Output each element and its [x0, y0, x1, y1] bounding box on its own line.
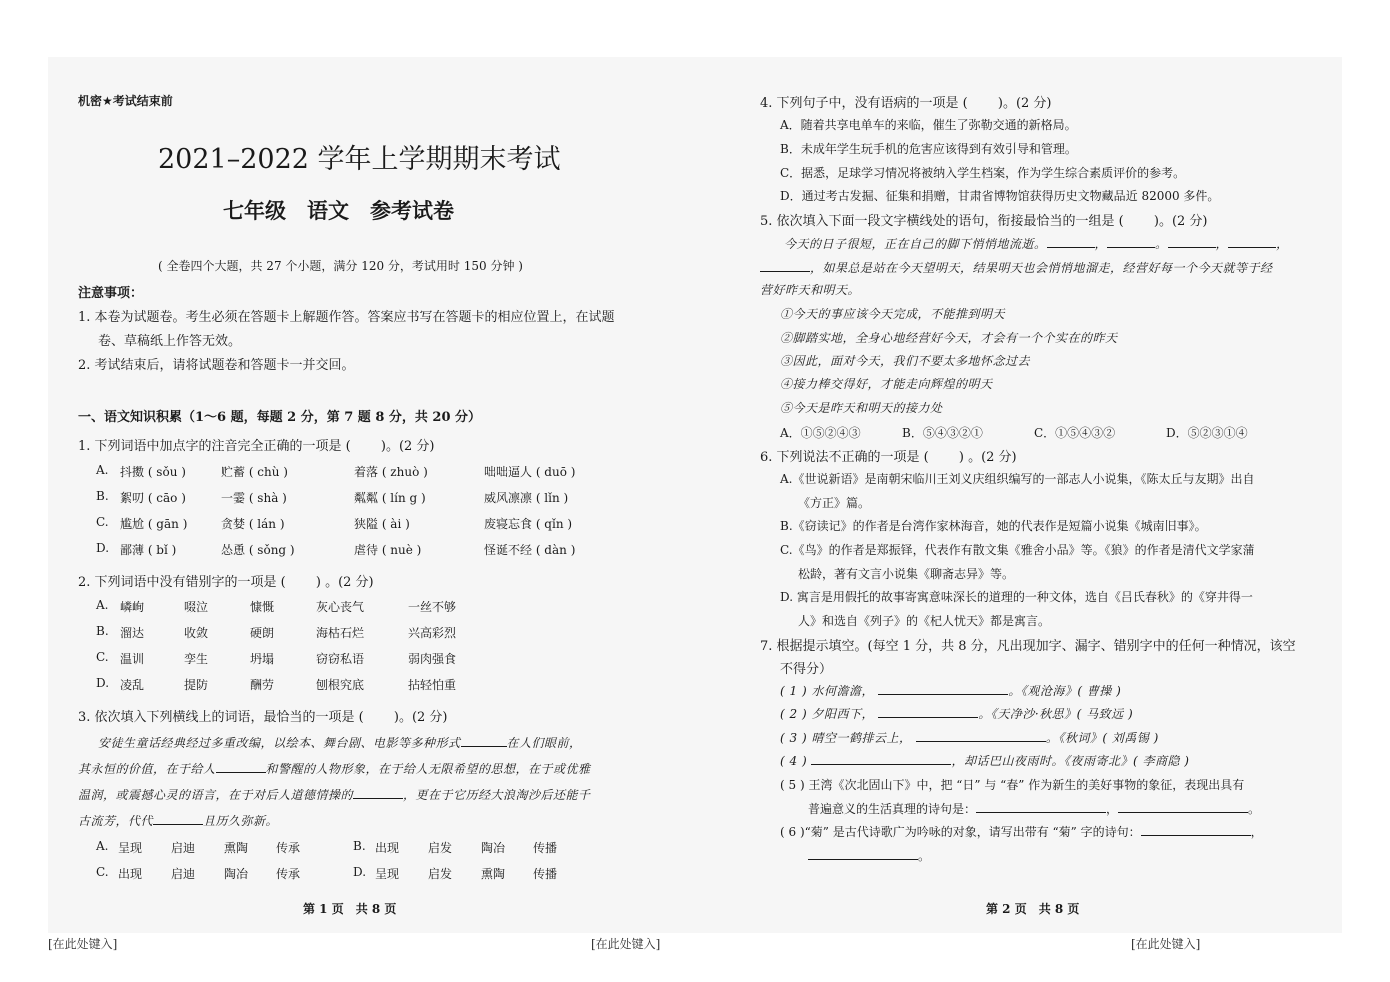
q6-option-c: C.《鸟》的作者是郑振铎，代表作有散文集《雅舍小品》等。《狼》的作者是清代文学家蒲 — [780, 543, 1255, 557]
q5-passage-line-2: ，如果总是站在今天望明天，结果明天也会悄悄地溜走，经营好每一个今天就等于经 — [760, 259, 1273, 276]
q5-sentence-2: ②脚踏实地，全身心地经营好今天，才会有一个个实在的昨天 — [780, 331, 1118, 345]
q6-stem: 6. 下列说法不正确的一项是 ( ) 。(2 分) — [760, 450, 1017, 465]
q5-sentence-1: ①今天的事应该今天完成，不能推到明天 — [780, 307, 1006, 321]
q7-item-2: ( 2 ) 夕阳西下， 。《天净沙·秋思》( 马致远 ) — [780, 707, 1134, 721]
q3-passage-line-3: 温润，或震撼心灵的语言，在于对后人道德情操的 ，更在于它历经大浪淘沙后还能千 — [78, 788, 591, 802]
q7-stem: 7. 根据提示填空。(每空 1 分，共 8 分，凡出现加字、漏字、错别字中的任何一种情况，该空 — [760, 639, 1296, 654]
notice-item-1-cont: 卷、草稿纸上作答无效。 — [98, 334, 242, 349]
q6-option-b: B.《窃读记》的作者是台湾作家林海音，她的代表作是短篇小说集《城南旧事》。 — [780, 519, 1207, 533]
notice-heading: 注意事项： — [78, 286, 144, 301]
q6-option-c-cont: 松龄，著有文言小说集《聊斋志异》等。 — [798, 567, 1015, 581]
q5-sentence-4: ④接力棒交得好，才能走向辉煌的明天 — [780, 377, 993, 391]
exam-title: 2021–2022 学年上学期期末考试 — [158, 144, 561, 175]
q2-stem: 2. 下列词语中没有错别字的一项是 ( ) 。(2 分) — [78, 575, 374, 590]
q6-option-d-cont: 人》和选自《列子》的《杞人忧天》都是寓言。 — [798, 614, 1051, 628]
q4-option-d: D．通过考古发掘、征集和捐赠，甘肃省博物馆获得历史文物藏品近 82000 多件。 — [780, 189, 1220, 203]
footer-right-placeholder[interactable]: [在此处键入] — [1131, 937, 1201, 951]
confidential-mark: 机密★考试结束前 — [78, 94, 173, 108]
page-number-2: 第 2 页 共 8 页 — [986, 902, 1080, 916]
q4-option-c: C．据悉，足球学习情况将被纳入学生档案，作为学生综合素质评价的参考。 — [780, 166, 1186, 180]
q4-option-a: A．随着共享电单车的来临，催生了弥勒交通的新格局。 — [780, 118, 1077, 132]
q4-stem: 4. 下列句子中，没有语病的一项是 ( )。(2 分) — [760, 96, 1052, 111]
q7-item-3: ( 3 ) 晴空一鹤排云上， 。《秋词》( 刘禹锡 ) — [780, 731, 1159, 745]
q7-stem-cont: 不得分） — [780, 662, 833, 677]
q6-option-d: D. 寓言是用假托的故事寄寓意味深长的道理的一种文体，选自《吕氏春秋》的《穿井得一 — [780, 590, 1253, 604]
q7-item-1: ( 1 ) 水何澹澹， 。《观沧海》( 曹操 ) — [780, 684, 1122, 698]
notice-item-1: 1. 本卷为试题卷。考生必须在答题卡上解题作答。答案应书写在答题卡的相应位置上，在试题 — [78, 310, 615, 325]
scanned-exam-image — [48, 57, 1342, 933]
q3-passage-line-1: 安徒生童话经典经过多重改编，以绘本、舞台剧、电影等多种形式 在人们眼前， — [98, 736, 582, 750]
q1-stem: 1. 下列词语中加点字的注音完全正确的一项是 ( )。(2 分) — [78, 439, 435, 454]
q7-item-6-cont: 。 — [808, 847, 930, 864]
exam-page-1: 机密★考试结束前 2021–2022 学年上学期期末考试 七年级 语文 参考试卷 ( 全卷四个大题，共 27 个小题，满分 120 分，考试用时 150 分钟 ) 注意事项： 1. 本卷为试题卷。考生必须在答题卡上解题作答。答案应书写在答题卡的相应位置上，在试题 卷、草稿纸上作答无效。 2. 考试结束后，请将试题卷和答题卡一并交回。 一、语文知识积累（1～6 题，每题 2 分，第 7 题 8 分，共 20 分） 1. 下列词语中加点字的注音完全正确的一项是 ( )。(2 分) A. 抖擞 ( sǒu ) 贮蓄 ( chù ) 着落 ( zhuò ) 咄咄逼人 ( duō ) B. 絮叨 ( cāo ) 一霎 ( shà ) 粼粼 ( lín g ) 威风凛凛 ( lǐn ) C. 尴尬 ( gān ) 贪婪 ( lán ) 狭隘 ( ài ) 废寝忘食 ( qǐn ) D. 鄙薄 ( bǐ ) 怂恿 ( sǒng ) 虐待 ( nuè ) 怪诞不经 ( dàn ) 2. 下列词语中没有错别字的一项是 ( ) 。(2 分) A. 嶙峋 啜泣 慷慨 灰心丧气 一丝不够 B. 溜达 收敛 硬朗 海枯石烂 兴高彩烈 C. 温训 孪生 坍塌 窃窃私语 弱肉强食 D. 凌乱 提防 酬劳 刨根究底 拈轻怕重 3. 依次填入下列横线上的词语，最恰当的一项是 ( )。(2 分) 安徒生童话经典经过多重改编，以绘本、舞台剧、电影等多种形式 在人们眼前， 其永恒的价值，在于给人 和警醒的人物形象，在于给人无限希望的思想，在于或优雅 温润，或震撼心灵的语言，在于对后人道德情操的 ，更在于它历经大浪淘沙后还能千 古流芳，代代 且历久弥新。 A. 呈现 启迪 熏陶 传承 B. 出现 启发 陶冶 传播 C. 出现 启迪 陶冶 传承 D. 呈现 启发 熏陶 传播 第 1 页 共 8 页 — [78, 94, 615, 916]
section-1-heading: 一、语文知识积累（1～6 题，每题 2 分，第 7 题 8 分，共 20 分） — [78, 410, 482, 425]
q7-item-5: ( 5 ) 王湾《次北固山下》中，把 “日” 与 “春” 作为新生的美好事物的象征，表现出具有 — [780, 778, 1245, 792]
q5-sentence-5: ⑤今天是昨天和明天的接力处 — [780, 401, 943, 415]
q5-passage-line-1: 今天的日子很短，正在自己的脚下悄悄地流逝。 ， 。 ， ， — [784, 237, 1289, 251]
q3-passage-line-4: 古流芳，代代 且历久弥新。 — [78, 814, 279, 828]
q5-passage-line-3: 营好昨天和明天。 — [760, 283, 861, 297]
q7-item-5-cont: 普遍意义的生活真理的诗句是： ， 。 — [808, 802, 1261, 816]
q7-item-4: ( 4 ) ，却话巴山夜雨时。《夜雨寄北》( 李商隐 ) — [780, 754, 1190, 768]
notice-item-2: 2. 考试结束后，请将试题卷和答题卡一并交回。 — [78, 358, 355, 373]
q6-option-a-cont: 《方正》篇。 — [798, 496, 871, 510]
q6-option-a: A.《世说新语》是南朝宋临川王刘义庆组织编写的一部志人小说集，《陈太丘与友期》出自 — [780, 472, 1255, 486]
q5-sentence-3: ③因此，面对今天，我们不要太多地怀念过去 — [780, 354, 1031, 368]
footer-center-placeholder[interactable]: [在此处键入] — [591, 937, 661, 951]
q3-stem: 3. 依次填入下列横线上的词语，最恰当的一项是 ( )。(2 分) — [78, 710, 448, 725]
page-number-1: 第 1 页 共 8 页 — [303, 902, 397, 916]
exam-subtitle: 七年级 语文 参考试卷 — [223, 198, 454, 223]
footer-left-placeholder[interactable]: [在此处键入] — [48, 937, 118, 951]
q5-stem: 5. 依次填入下面一段文字横线处的语句，衔接最恰当的一组是 ( )。(2 分) — [760, 214, 1208, 229]
q4-option-b: B．未成年学生玩手机的危害应该得到有效引导和管理。 — [780, 142, 1077, 156]
q3-passage-line-2: 其永恒的价值，在于给人 和警醒的人物形象，在于给人无限希望的思想，在于或优雅 — [78, 762, 591, 776]
exam-page-2: 4. 下列句子中，没有语病的一项是 ( )。(2 分) A．随着共享电单车的来临，催生了弥勒交通的新格局。 B．未成年学生玩手机的危害应该得到有效引导和管理。 C．据悉，足球学习情况将被纳入学生档案，作为学生综合素质评价的参考。 D．通过考古发掘、征集和捐赠，甘肃省博物馆获得历史文物藏品近 82000 多件。 5. 依次填入下面一段文字横线处的语句，衔接最恰当的一组是 ( )。(2 分) 今天的日子很短，正在自己的脚下悄悄地流逝。 ， 。 ， ， ，如果总是站在今天望明天，结果明天也会悄悄地溜走，经营好每一个今天就等于经 营好昨天和明天。 ①今天的事应该今天完成，不能推到明天 ②脚踏实地，全身心地经营好今天，才会有一个个实在的昨天 ③因此，面对今天，我们不要太多地怀念过去 ④接力棒交得好，才能走向辉煌的明天 ⑤今天是昨天和明天的接力处 A．①⑤②④③ B．⑤④③②① C．①⑤④③② D．⑤②③①④ 6. 下列说法不正确的一项是 ( ) 。(2 分) A.《世说新语》是南朝宋临川王刘义庆组织编写的一部志人小说集，《陈太丘与友期》出自 《方正》篇。 B.《窃读记》的作者是台湾作家林海音，她的代表作是短篇小说集《城南旧事》。 C.《鸟》的作者是郑振铎，代表作有散文集《雅舍小品》等。《狼》的作者是清代文学家蒲 松龄，著有文言小说集《聊斋志异》等。 D. 寓言是用假托的故事寄寓意味深长的道理的一种文体，选自《吕氏春秋》的《穿井得一 人》和选自《列子》的《杞人忧天》都是寓言。 7. 根据提示填空。(每空 1 分，共 8 分，凡出现加字、漏字、错别字中的任何一种情况，该空 不得分） ( 1 ) 水何澹澹， 。《观沧海》( 曹操 ) ( 2 ) 夕阳西下， 。《天净沙·秋思》( 马致远 ) ( 3 ) 晴空一鹤排云上， 。《秋词》( 刘禹锡 ) ( 4 ) ，却话巴山夜雨时。《夜雨寄北》( 李商隐 ) ( 5 ) 王湾《次北固山下》中，把 “日” 与 “春” 作为新生的美好事物的象征，表现出具有 普遍意义的生活真理的诗句是： ， 。 ( 6 )“菊” 是古代诗歌广为吟咏的对象，请写出带有 “菊” 字的诗句： ， 。 第 2 页 共 8 页 — [748, 57, 1342, 933]
exam-info: ( 全卷四个大题，共 27 个小题，满分 120 分，考试用时 150 分钟 ) — [158, 259, 523, 273]
q7-item-6: ( 6 )“菊” 是古代诗歌广为吟咏的对象，请写出带有 “菊” 字的诗句： ， — [780, 825, 1263, 839]
